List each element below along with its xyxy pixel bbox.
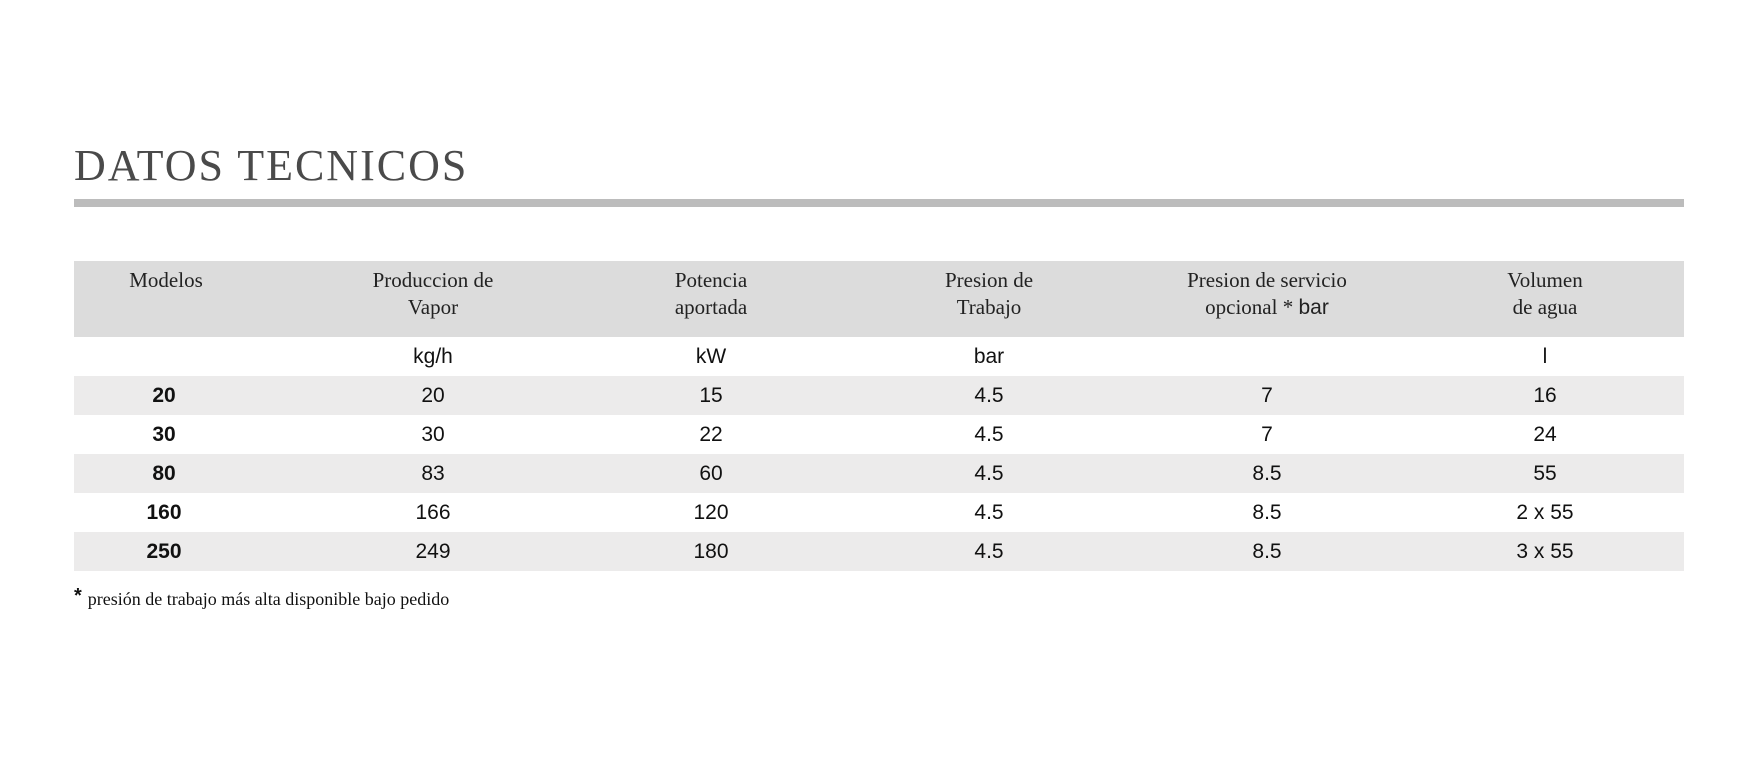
- table-row: [74, 454, 1684, 493]
- table-cell: 15: [572, 376, 850, 415]
- table-cell: 166: [294, 493, 572, 532]
- unit-cell: l: [1406, 337, 1684, 376]
- unit-cell: kW: [572, 337, 850, 376]
- table-cell: 2 x 55: [1406, 493, 1684, 532]
- header-label: Produccion de: [372, 268, 494, 292]
- header-optional-service-pressure: [1128, 261, 1406, 337]
- header-power: [572, 261, 850, 337]
- model-cell: 30: [74, 415, 294, 454]
- header-label: Presion de: [944, 268, 1034, 292]
- table-row: [74, 376, 1684, 415]
- table-cell: 22: [572, 415, 850, 454]
- unit-cell: [1128, 337, 1406, 376]
- header-label: aportada: [674, 295, 748, 319]
- table-header-row: [74, 261, 1684, 337]
- table-cell: 180: [572, 532, 850, 571]
- header-water-volume: [1406, 261, 1684, 337]
- table-row: [74, 532, 1684, 571]
- table-row: [74, 415, 1684, 454]
- footnote-text: presión de trabajo más alta disponible bajo pedido: [87, 589, 450, 609]
- header-steam-production: [294, 261, 572, 337]
- table-cell: 60: [572, 454, 850, 493]
- title-divider: [74, 199, 1684, 207]
- table-cell: 20: [294, 376, 572, 415]
- footnote: [74, 585, 449, 610]
- table-cell: 8.5: [1128, 493, 1406, 532]
- table-cell: 8.5: [1128, 454, 1406, 493]
- table-cell: 4.5: [850, 415, 1128, 454]
- table-cell: 55: [1406, 454, 1684, 493]
- header-label: Vapor: [407, 295, 459, 319]
- table-cell: 4.5: [850, 532, 1128, 571]
- model-cell: 80: [74, 454, 294, 493]
- table-cell: 7: [1128, 376, 1406, 415]
- table-cell: 8.5: [1128, 532, 1406, 571]
- table-cell: 4.5: [850, 493, 1128, 532]
- technical-data-table: [74, 261, 1684, 571]
- header-label-line2: [1132, 294, 1402, 321]
- units-row: [74, 337, 1684, 376]
- table-cell: 24: [1406, 415, 1684, 454]
- header-unit: bar: [1298, 296, 1329, 319]
- header-label: Trabajo: [956, 295, 1022, 319]
- table-cell: 120: [572, 493, 850, 532]
- model-cell: 20: [74, 376, 294, 415]
- header-label: Presion de servicio: [1187, 268, 1347, 292]
- model-cell: 250: [74, 532, 294, 571]
- table-cell: 83: [294, 454, 572, 493]
- table-cell: 4.5: [850, 454, 1128, 493]
- table-cell: 249: [294, 532, 572, 571]
- table-row: [74, 493, 1684, 532]
- table-cell: 3 x 55: [1406, 532, 1684, 571]
- footnote-marker: *: [74, 585, 82, 607]
- header-label: de agua: [1512, 295, 1578, 319]
- header-label: opcional *: [1205, 295, 1294, 319]
- model-cell: 160: [74, 493, 294, 532]
- unit-cell: bar: [850, 337, 1128, 376]
- table-cell: 4.5: [850, 376, 1128, 415]
- table-cell: 7: [1128, 415, 1406, 454]
- table-cell: 30: [294, 415, 572, 454]
- header-label: Potencia: [674, 268, 748, 292]
- header-working-pressure: [850, 261, 1128, 337]
- unit-cell: [74, 337, 294, 376]
- page-title: DATOS TECNICOS: [74, 141, 469, 190]
- unit-cell: kg/h: [294, 337, 572, 376]
- table-cell: 16: [1406, 376, 1684, 415]
- header-label: Modelos: [129, 268, 203, 292]
- header-label: Volumen: [1507, 268, 1583, 292]
- header-models: [74, 261, 294, 337]
